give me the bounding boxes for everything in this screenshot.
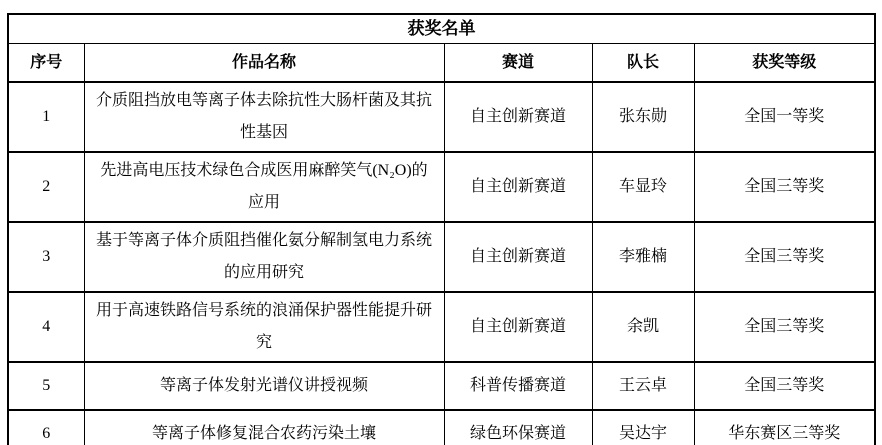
cell-work: 等离子体发射光谱仪讲授视频 bbox=[84, 362, 444, 410]
cell-work: 等离子体修复混合农药污染土壤 bbox=[84, 410, 444, 445]
table-row bbox=[8, 292, 875, 362]
cell-work: 基于等离子体介质阻挡催化氨分解制氢电力系统的应用研究 bbox=[84, 222, 444, 292]
cell-no: 3 bbox=[42, 248, 51, 265]
col-header-no: 序号 bbox=[30, 53, 63, 71]
col-header-award: 获奖等级 bbox=[694, 43, 875, 82]
cell-track: 绿色环保赛道 bbox=[444, 410, 592, 445]
cell-no: 2 bbox=[42, 178, 51, 195]
table-header-row bbox=[8, 43, 875, 82]
cell-leader: 李雅楠 bbox=[592, 222, 694, 292]
table-row bbox=[8, 410, 875, 445]
cell-work: 先进高电压技术绿色合成医用麻醉笑气(N₂O)的应用 bbox=[84, 152, 444, 222]
cell-work: 介质阻挡放电等离子体去除抗性大肠杆菌及其抗性基因 bbox=[84, 82, 444, 152]
cell-no: 1 bbox=[42, 108, 51, 125]
cell-track: 自主创新赛道 bbox=[444, 82, 592, 152]
table-row bbox=[8, 152, 875, 222]
cell-award: 华东赛区三等奖 bbox=[694, 410, 875, 445]
cell-leader: 张东勋 bbox=[592, 82, 694, 152]
cell-track: 自主创新赛道 bbox=[444, 152, 592, 222]
cell-award: 全国三等奖 bbox=[694, 222, 875, 292]
cell-track: 自主创新赛道 bbox=[444, 222, 592, 292]
cell-leader: 车显玲 bbox=[592, 152, 694, 222]
cell-no: 5 bbox=[42, 377, 51, 394]
table-row bbox=[8, 222, 875, 292]
table-title-row bbox=[8, 14, 875, 43]
cell-leader: 余凯 bbox=[592, 292, 694, 362]
col-header-leader: 队长 bbox=[592, 43, 694, 82]
table-row bbox=[8, 362, 875, 410]
cell-leader: 吴达宇 bbox=[592, 410, 694, 445]
cell-leader: 王云卓 bbox=[592, 362, 694, 410]
cell-no: 6 bbox=[42, 425, 51, 442]
award-table bbox=[7, 13, 876, 445]
cell-track: 科普传播赛道 bbox=[444, 362, 592, 410]
cell-award: 全国一等奖 bbox=[694, 82, 875, 152]
cell-award: 全国三等奖 bbox=[694, 292, 875, 362]
table-title: 获奖名单 bbox=[407, 18, 476, 38]
cell-track: 自主创新赛道 bbox=[444, 292, 592, 362]
table-row bbox=[8, 82, 875, 152]
cell-work: 用于高速铁路信号系统的浪涌保护器性能提升研究 bbox=[84, 292, 444, 362]
col-header-track: 赛道 bbox=[444, 43, 592, 82]
cell-no: 4 bbox=[42, 318, 51, 335]
cell-award: 全国三等奖 bbox=[694, 152, 875, 222]
cell-award: 全国三等奖 bbox=[694, 362, 875, 410]
col-header-work: 作品名称 bbox=[84, 43, 444, 82]
